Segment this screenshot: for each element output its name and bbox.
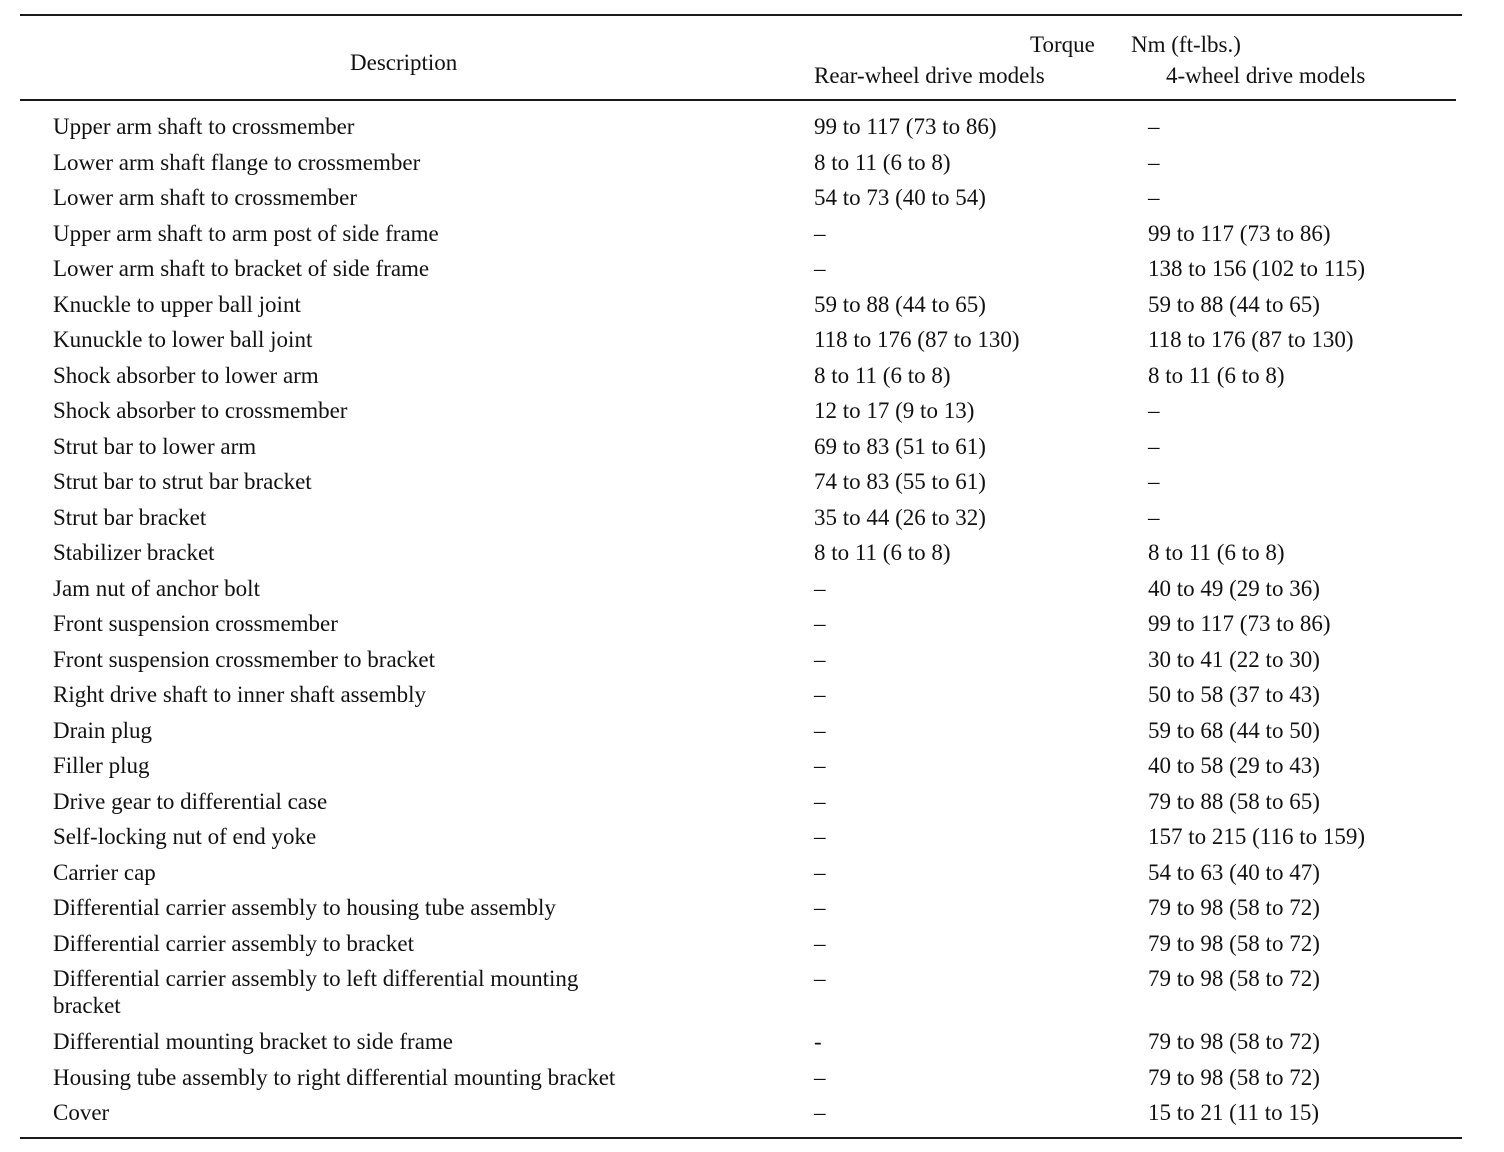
header-description: Description	[350, 50, 458, 75]
table-row	[0, 397, 1504, 432]
table-row	[0, 859, 1504, 894]
table-row	[0, 788, 1504, 823]
cell-four-wheel-torque: –	[1148, 398, 1160, 423]
cell-four-wheel-torque: 59 to 88 (44 to 65)	[1148, 292, 1320, 317]
cell-description: Differential carrier assembly to bracket	[53, 931, 415, 956]
table-row	[0, 1028, 1504, 1063]
table-row	[0, 752, 1504, 787]
cell-four-wheel-torque: –	[1148, 150, 1160, 175]
cell-rear-wheel-torque: –	[814, 895, 826, 920]
cell-rear-wheel-torque: 118 to 176 (87 to 130)	[814, 327, 1020, 352]
cell-description: Lower arm shaft flange to crossmember	[53, 150, 421, 175]
cell-four-wheel-torque: 40 to 49 (29 to 36)	[1148, 576, 1320, 601]
table-row	[0, 1064, 1504, 1099]
cell-rear-wheel-torque: 12 to 17 (9 to 13)	[814, 398, 975, 423]
table-row	[0, 1099, 1504, 1134]
cell-four-wheel-torque: 79 to 98 (58 to 72)	[1148, 1029, 1320, 1054]
cell-description: Lower arm shaft to crossmember	[53, 185, 358, 210]
cell-description: Shock absorber to crossmember	[53, 398, 348, 423]
cell-description: Cover	[53, 1100, 110, 1125]
cell-four-wheel-torque: 8 to 11 (6 to 8)	[1148, 540, 1285, 565]
cell-rear-wheel-torque: –	[814, 824, 826, 849]
cell-four-wheel-torque: 40 to 58 (29 to 43)	[1148, 753, 1320, 778]
cell-description: Differential carrier assembly to housing tube assembly	[53, 895, 556, 920]
cell-rear-wheel-torque: –	[814, 753, 826, 778]
header-four-wheel-drive: 4-wheel drive models	[1166, 63, 1366, 88]
cell-description: Drain plug	[53, 718, 153, 743]
cell-four-wheel-torque: 138 to 156 (102 to 115)	[1148, 256, 1365, 281]
table-row	[0, 433, 1504, 468]
cell-description: Strut bar bracket	[53, 505, 207, 530]
cell-four-wheel-torque: 59 to 68 (44 to 50)	[1148, 718, 1320, 743]
cell-description: Upper arm shaft to crossmember	[53, 114, 355, 139]
table-row	[0, 291, 1504, 326]
cell-rear-wheel-torque: 99 to 117 (73 to 86)	[814, 114, 997, 139]
table-row	[0, 326, 1504, 361]
cell-four-wheel-torque: 54 to 63 (40 to 47)	[1148, 860, 1320, 885]
cell-rear-wheel-torque: 35 to 44 (26 to 32)	[814, 505, 986, 530]
cell-four-wheel-torque: –	[1148, 434, 1160, 459]
cell-four-wheel-torque: –	[1148, 505, 1160, 530]
cell-rear-wheel-torque: -	[814, 1029, 822, 1054]
cell-four-wheel-torque: 79 to 98 (58 to 72)	[1148, 895, 1320, 920]
table-row	[0, 149, 1504, 184]
cell-rear-wheel-torque: –	[814, 576, 826, 601]
cell-rear-wheel-torque: 59 to 88 (44 to 65)	[814, 292, 986, 317]
table-bottom-rule	[20, 1137, 1462, 1139]
header-rear-wheel-drive: Rear-wheel drive models	[814, 63, 1045, 88]
cell-four-wheel-torque: 157 to 215 (116 to 159)	[1148, 824, 1365, 849]
table-row	[0, 646, 1504, 681]
cell-description: Shock absorber to lower arm	[53, 363, 319, 388]
cell-description: Carrier cap	[53, 860, 156, 885]
cell-four-wheel-torque: 99 to 117 (73 to 86)	[1148, 221, 1331, 246]
cell-description: Front suspension crossmember to bracket	[53, 647, 435, 672]
cell-description: Knuckle to upper ball joint	[53, 292, 301, 317]
cell-rear-wheel-torque: –	[814, 789, 826, 814]
cell-description: Front suspension crossmember	[53, 611, 338, 636]
table-row	[0, 823, 1504, 858]
cell-rear-wheel-torque: –	[814, 221, 826, 246]
table-row	[0, 255, 1504, 290]
table-row	[0, 539, 1504, 574]
cell-four-wheel-torque: 79 to 98 (58 to 72)	[1148, 931, 1320, 956]
cell-description: Strut bar to strut bar bracket	[53, 469, 312, 494]
header-torque: Torque	[1030, 32, 1095, 57]
cell-description: Differential carrier assembly to left differential mounting bracket	[53, 966, 579, 1018]
table-row	[0, 504, 1504, 539]
cell-four-wheel-torque: 50 to 58 (37 to 43)	[1148, 682, 1320, 707]
cell-rear-wheel-torque: –	[814, 647, 826, 672]
header-units: Nm (ft-lbs.)	[1131, 32, 1241, 57]
cell-description: Right drive shaft to inner shaft assembly	[53, 682, 427, 707]
cell-four-wheel-torque: 79 to 98 (58 to 72)	[1148, 1065, 1320, 1090]
cell-rear-wheel-torque: –	[814, 718, 826, 743]
cell-rear-wheel-torque: 54 to 73 (40 to 54)	[814, 185, 986, 210]
table-row	[0, 930, 1504, 965]
cell-four-wheel-torque: –	[1148, 114, 1160, 139]
cell-description: Self-locking nut of end yoke	[53, 824, 317, 849]
cell-four-wheel-torque: 30 to 41 (22 to 30)	[1148, 647, 1320, 672]
cell-rear-wheel-torque: –	[814, 931, 826, 956]
cell-rear-wheel-torque: 8 to 11 (6 to 8)	[814, 363, 951, 388]
cell-rear-wheel-torque: –	[814, 1100, 826, 1125]
cell-description: Kunuckle to lower ball joint	[53, 327, 313, 352]
cell-rear-wheel-torque: –	[814, 611, 826, 636]
cell-description: Stabilizer bracket	[53, 540, 215, 565]
cell-description: Lower arm shaft to bracket of side frame	[53, 256, 430, 281]
table-row	[0, 220, 1504, 255]
cell-description: Housing tube assembly to right differential mounting bracket	[53, 1065, 616, 1090]
table-row	[0, 184, 1504, 219]
cell-four-wheel-torque: 8 to 11 (6 to 8)	[1148, 363, 1285, 388]
cell-rear-wheel-torque: –	[814, 682, 826, 707]
cell-description: Filler plug	[53, 753, 150, 778]
table-row	[0, 681, 1504, 716]
cell-description: Differential mounting bracket to side frame	[53, 1029, 454, 1054]
cell-four-wheel-torque: 118 to 176 (87 to 130)	[1148, 327, 1354, 352]
table-row	[0, 965, 1504, 1027]
cell-rear-wheel-torque: 8 to 11 (6 to 8)	[814, 540, 951, 565]
table-row	[0, 362, 1504, 397]
cell-rear-wheel-torque: 69 to 83 (51 to 61)	[814, 434, 986, 459]
cell-rear-wheel-torque: –	[814, 860, 826, 885]
table-row	[0, 575, 1504, 610]
cell-rear-wheel-torque: –	[814, 966, 826, 991]
table-row	[0, 113, 1504, 148]
cell-four-wheel-torque: –	[1148, 185, 1160, 210]
cell-four-wheel-torque: 79 to 98 (58 to 72)	[1148, 966, 1320, 991]
cell-description: Jam nut of anchor bolt	[53, 576, 260, 601]
table-row	[0, 468, 1504, 503]
table-row	[0, 717, 1504, 752]
cell-four-wheel-torque: 99 to 117 (73 to 86)	[1148, 611, 1331, 636]
cell-description: Upper arm shaft to arm post of side frame	[53, 221, 439, 246]
table-row	[0, 610, 1504, 645]
cell-rear-wheel-torque: –	[814, 256, 826, 281]
cell-rear-wheel-torque: –	[814, 1065, 826, 1090]
cell-description: Drive gear to differential case	[53, 789, 328, 814]
cell-rear-wheel-torque: 8 to 11 (6 to 8)	[814, 150, 951, 175]
cell-four-wheel-torque: 79 to 88 (58 to 65)	[1148, 789, 1320, 814]
table-row	[0, 894, 1504, 929]
cell-four-wheel-torque: 15 to 21 (11 to 15)	[1148, 1100, 1319, 1125]
cell-description: Strut bar to lower arm	[53, 434, 257, 459]
cell-rear-wheel-torque: 74 to 83 (55 to 61)	[814, 469, 986, 494]
cell-four-wheel-torque: –	[1148, 469, 1160, 494]
